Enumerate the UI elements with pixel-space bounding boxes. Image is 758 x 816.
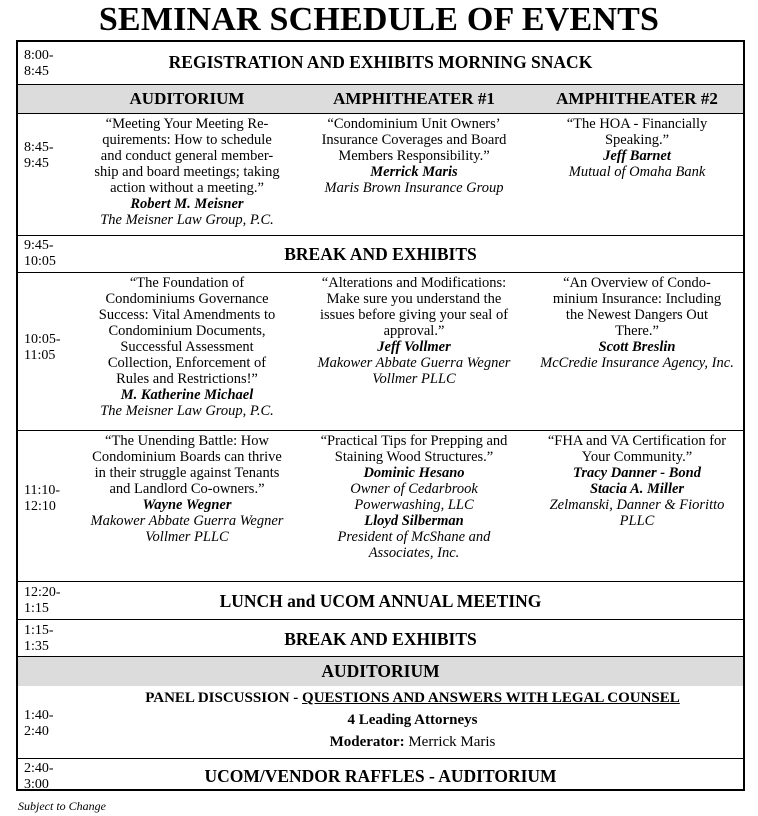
header-amphitheater-2: AMPHITHEATER #2 bbox=[556, 89, 718, 108]
row-raffles bbox=[18, 758, 743, 791]
panel-title bbox=[82, 690, 743, 707]
speaker-org: President of McShane and bbox=[337, 529, 491, 545]
header-amphitheater-1: AMPHITHEATER #1 bbox=[333, 89, 495, 108]
session-title-line: action without a meeting.” bbox=[110, 180, 264, 196]
session-auditorium bbox=[82, 116, 292, 228]
speaker-org: Maris Brown Insurance Group bbox=[324, 180, 504, 196]
event-label: REGISTRATION AND EXHIBITS MORNING SNACK bbox=[168, 52, 593, 72]
time-slot bbox=[24, 332, 61, 364]
schedule-table bbox=[16, 40, 745, 791]
session-amphitheater-2 bbox=[531, 433, 743, 529]
row-lunch bbox=[18, 581, 743, 619]
page-title: SEMINAR SCHEDULE OF EVENTS bbox=[98, 1, 660, 38]
time-start: 8:00- bbox=[24, 48, 54, 63]
time-start: 1:40- bbox=[24, 708, 54, 723]
session-title-line: Make sure you understand the bbox=[326, 291, 502, 307]
row-break-2 bbox=[18, 619, 743, 656]
speaker-name: Jeff Vollmer bbox=[377, 339, 451, 355]
event-label: LUNCH and UCOM ANNUAL MEETING bbox=[219, 591, 542, 611]
session-title-line: “FHA and VA Certification for bbox=[547, 433, 727, 449]
time-end: 10:05 bbox=[24, 254, 56, 269]
time-slot bbox=[24, 708, 54, 740]
speaker-name: Scott Breslin bbox=[598, 339, 676, 355]
speaker-org: The Meisner Law Group, P.C. bbox=[100, 403, 274, 419]
time-start: 1:15- bbox=[24, 623, 54, 638]
session-title-line: There.” bbox=[615, 323, 659, 339]
session-title-line: Speaking.” bbox=[604, 132, 670, 148]
speaker-org: Owner of Cedarbrook bbox=[350, 481, 478, 497]
session-title-line: Successful Assessment bbox=[120, 339, 254, 355]
session-title-line: Your Community.” bbox=[581, 449, 693, 465]
header-auditorium: AUDITORIUM bbox=[129, 89, 245, 108]
session-auditorium bbox=[82, 275, 292, 419]
speaker-org: Mutual of Omaha Bank bbox=[568, 164, 706, 180]
panel-prefix: PANEL DISCUSSION - bbox=[145, 690, 303, 706]
event-label: BREAK AND EXHIBITS bbox=[284, 629, 477, 649]
session-title-line: Condominiums Governance bbox=[105, 291, 269, 307]
row-break-1 bbox=[18, 235, 743, 272]
panel-moderator bbox=[82, 734, 743, 751]
time-end: 1:35 bbox=[24, 639, 49, 654]
speaker-org: Associates, Inc. bbox=[368, 545, 460, 561]
speaker-name: Dominic Hesano bbox=[363, 465, 465, 481]
session-title-line: Insurance Coverages and Board bbox=[321, 132, 507, 148]
session-amphitheater-1 bbox=[307, 433, 521, 561]
session-title-line: “The Foundation of bbox=[129, 275, 245, 291]
session-title-line: ship and board meetings; taking bbox=[94, 164, 280, 180]
row-panel bbox=[18, 686, 743, 758]
session-title-line: the Newest Dangers Out bbox=[565, 307, 709, 323]
speaker-org: Zelmanski, Danner & Fioritto bbox=[549, 497, 725, 513]
footnote: Subject to Change bbox=[18, 799, 106, 813]
time-end: 3:00 bbox=[24, 777, 49, 792]
time-start: 2:40- bbox=[24, 761, 54, 776]
time-end: 1:15 bbox=[24, 601, 49, 616]
row-room-headers bbox=[18, 84, 743, 113]
speaker-org: The Meisner Law Group, P.C. bbox=[100, 212, 274, 228]
speaker-org: PLLC bbox=[619, 513, 655, 529]
time-start: 8:45- bbox=[24, 140, 54, 155]
header-auditorium: AUDITORIUM bbox=[321, 661, 440, 681]
speaker-name: Tracy Danner - Bond bbox=[573, 465, 701, 481]
speaker-name: M. Katherine Michael bbox=[120, 387, 254, 403]
session-title-line: quirements: How to schedule bbox=[102, 132, 272, 148]
speaker-name: Wayne Wegner bbox=[142, 497, 232, 513]
row-session-1 bbox=[18, 113, 743, 235]
time-slot bbox=[24, 140, 54, 172]
speaker-org: Vollmer PLLC bbox=[372, 371, 456, 387]
session-title-line: “The HOA - Financially bbox=[566, 116, 708, 132]
time-end: 12:10 bbox=[24, 499, 56, 514]
session-title-line: Condominium Documents, bbox=[108, 323, 266, 339]
speaker-name: Lloyd Silberman bbox=[364, 513, 464, 529]
session-auditorium bbox=[82, 433, 292, 545]
session-amphitheater-1 bbox=[307, 116, 521, 196]
session-title-line: approval.” bbox=[383, 323, 445, 339]
session-title-line: issues before giving your seal of bbox=[319, 307, 509, 323]
row-session-2 bbox=[18, 272, 743, 430]
time-start: 11:10- bbox=[24, 483, 61, 498]
session-title-line: and Landlord Co-owners.” bbox=[109, 481, 265, 497]
event-label: BREAK AND EXHIBITS bbox=[284, 244, 477, 264]
session-title-line: “Condominium Unit Owners’ bbox=[327, 116, 501, 132]
event-label: UCOM/VENDOR RAFFLES - AUDITORIUM bbox=[204, 766, 557, 786]
session-amphitheater-1 bbox=[307, 275, 521, 387]
time-end: 2:40 bbox=[24, 724, 49, 739]
speaker-name: Jeff Barnet bbox=[603, 148, 671, 164]
speaker-org: Makower Abbate Guerra Wegner bbox=[90, 513, 284, 529]
moderator-name: Merrick Maris bbox=[404, 734, 496, 750]
speaker-org: McCredie Insurance Agency, Inc. bbox=[540, 355, 734, 371]
speaker-org: Vollmer PLLC bbox=[145, 529, 229, 545]
time-start: 9:45- bbox=[24, 238, 54, 253]
row-session-3 bbox=[18, 430, 743, 581]
session-title-line: Condominium Boards can thrive bbox=[92, 449, 282, 465]
session-title-line: Staining Wood Structures.” bbox=[334, 449, 494, 465]
session-title-line: minium Insurance: Including bbox=[552, 291, 722, 307]
session-title-line: Rules and Restrictions!” bbox=[116, 371, 258, 387]
session-title-line: “An Overview of Condo- bbox=[563, 275, 711, 291]
speaker-org: Powerwashing, LLC bbox=[354, 497, 474, 513]
session-title-line: Members Responsibility.” bbox=[338, 148, 490, 164]
session-amphitheater-2 bbox=[531, 116, 743, 180]
time-end: 9:45 bbox=[24, 156, 49, 171]
session-title-line: “Alterations and Modifications: bbox=[321, 275, 507, 291]
session-title-line: Success: Vital Amendments to bbox=[98, 307, 276, 323]
time-end: 11:05 bbox=[24, 348, 56, 363]
session-title-line: in their struggle against Tenants bbox=[94, 465, 280, 481]
time-end: 8:45 bbox=[24, 64, 49, 79]
session-amphitheater-2 bbox=[531, 275, 743, 371]
panel-topic: QUESTIONS AND ANSWERS WITH LEGAL COUNSEL bbox=[302, 690, 680, 706]
time-slot bbox=[24, 483, 60, 515]
row-auditorium-header bbox=[18, 656, 743, 686]
session-title-line: Collection, Enforcement of bbox=[107, 355, 267, 371]
moderator-label: Moderator: bbox=[329, 734, 405, 750]
row-registration bbox=[18, 42, 743, 84]
time-start: 12:20- bbox=[24, 585, 61, 600]
session-title-line: “The Unending Battle: How bbox=[105, 433, 269, 449]
session-title-line: and conduct general member- bbox=[100, 148, 274, 164]
speaker-name: Robert M. Meisner bbox=[130, 196, 244, 212]
speaker-org: Makower Abbate Guerra Wegner bbox=[317, 355, 511, 371]
speaker-name: Stacia A. Miller bbox=[589, 481, 685, 497]
session-title-line: “Meeting Your Meeting Re- bbox=[105, 116, 269, 132]
time-start: 10:05- bbox=[24, 332, 61, 347]
speaker-name: Merrick Maris bbox=[370, 164, 458, 180]
panel-subtitle: 4 Leading Attorneys bbox=[347, 712, 478, 728]
session-title-line: “Practical Tips for Prepping and bbox=[320, 433, 508, 449]
